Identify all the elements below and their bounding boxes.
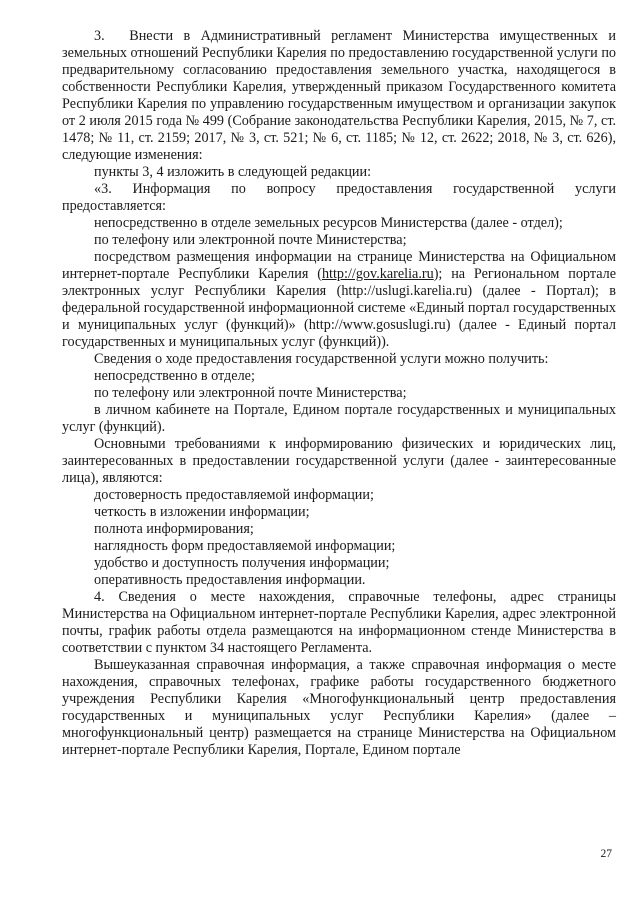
page-number: 27 [600, 848, 612, 860]
paragraph-visual-forms: наглядность форм предоставляемой информации; [94, 538, 396, 554]
paragraph-completeness: полнота информирования; [94, 521, 254, 537]
paragraph-efficiency: оперативность предоставления информации. [94, 572, 366, 588]
paragraph-by-phone: по телефону или электронной почте Министерства; [94, 232, 407, 248]
paragraph-reference-info: Вышеуказанная справочная информация, а также справочная информация о месте нахождения, справочных телефонах, графике работы государственного бюджетного учреждения Республики Карелия «Многофункциональный центр предоставления государственных и муниципальных услуг Республики Карелия» (далее – многофункциональный центр) размещается на странице Министерства на Официальном интернет-портале Республики Карелия, Портале, Едином портале [62, 657, 616, 758]
paragraph-reliability: достоверность предоставляемой информации; [94, 487, 374, 503]
paragraph-internet-portal [62, 249, 616, 351]
paragraph-in-department: непосредственно в отделе земельных ресурсов Министерства (далее - отдел); [94, 215, 563, 231]
paragraph-directly-in-department: непосредственно в отделе; [94, 368, 255, 384]
paragraph-phone-email: по телефону или электронной почте Министерства; [94, 385, 407, 401]
gov-karelia-link[interactable]: http://gov.karelia.ru [321, 266, 434, 282]
paragraph-progress-info: Сведения о ходе предоставления государственной услуги можно получить: [94, 351, 549, 367]
paragraph-items-3-4-edit: пункты 3, 4 изложить в следующей редакции: [94, 164, 372, 180]
paragraph-item-3: 3. Внести в Административный регламент Министерства имущественных и земельных отношений Республики Карелия по предоставлению государственной услуги по предварительному согласованию предоставления земельного участка, находящегося в собственности Республики Карелия, утвержденный приказом Государственного комитета Республики Карелия по управлению государственным имуществом и организации закупок от 2 июля 2015 года № 499 (Собрание законодательства Республики Карелия, 2015, № 7, ст. 1478; № 11, ст. 2159; 2017, № 3, ст. 521; № 6, ст. 1185; № 12, ст. 2622; 2018, № 3, ст. 626), следующие изменения: [62, 28, 617, 163]
portal-text-before-link: посредством размещения информации на странице Министерства на Официальном интернет-портале Республики Карелия ( [62, 249, 616, 282]
paragraph-clarity: четкость в изложении информации; [94, 504, 310, 520]
paragraph-personal-cabinet: в личном кабинете на Портале, Едином портале государственных и муниципальных услуг (функций). [62, 402, 616, 435]
document-body [62, 28, 616, 759]
paragraph-convenience: удобство и доступность получения информации; [94, 555, 390, 571]
paragraph-main-requirements: Основными требованиями к информированию физических и юридических лиц, заинтересованных в предоставлении государственной услуги (далее - заинтересованные лица), являются: [62, 436, 616, 486]
portal-text-after-link: ); на Региональном портале электронных услуг Республики Карелия (http://uslugi.karelia.ru) (далее - Портал); в федеральной государственной информационной системе «Единый портал государственных и муниципальных услуг (функций)» (http://www.gosuslugi.ru) (далее - Единый портал государственных и муниципальных услуг (функций)). [62, 266, 617, 350]
paragraph-point-4: 4. Сведения о месте нахождения, справочные телефоны, адрес страницы Министерства на Официальном интернет-портале Республики Карелия, адрес электронной почты, график работы отдела размещаются на информационном стенде Министерства в соответствии с пунктом 34 настоящего Регламента. [62, 589, 616, 656]
paragraph-point-3-intro: «3. Информация по вопросу предоставления государственной услуги предоставляется: [62, 181, 616, 214]
